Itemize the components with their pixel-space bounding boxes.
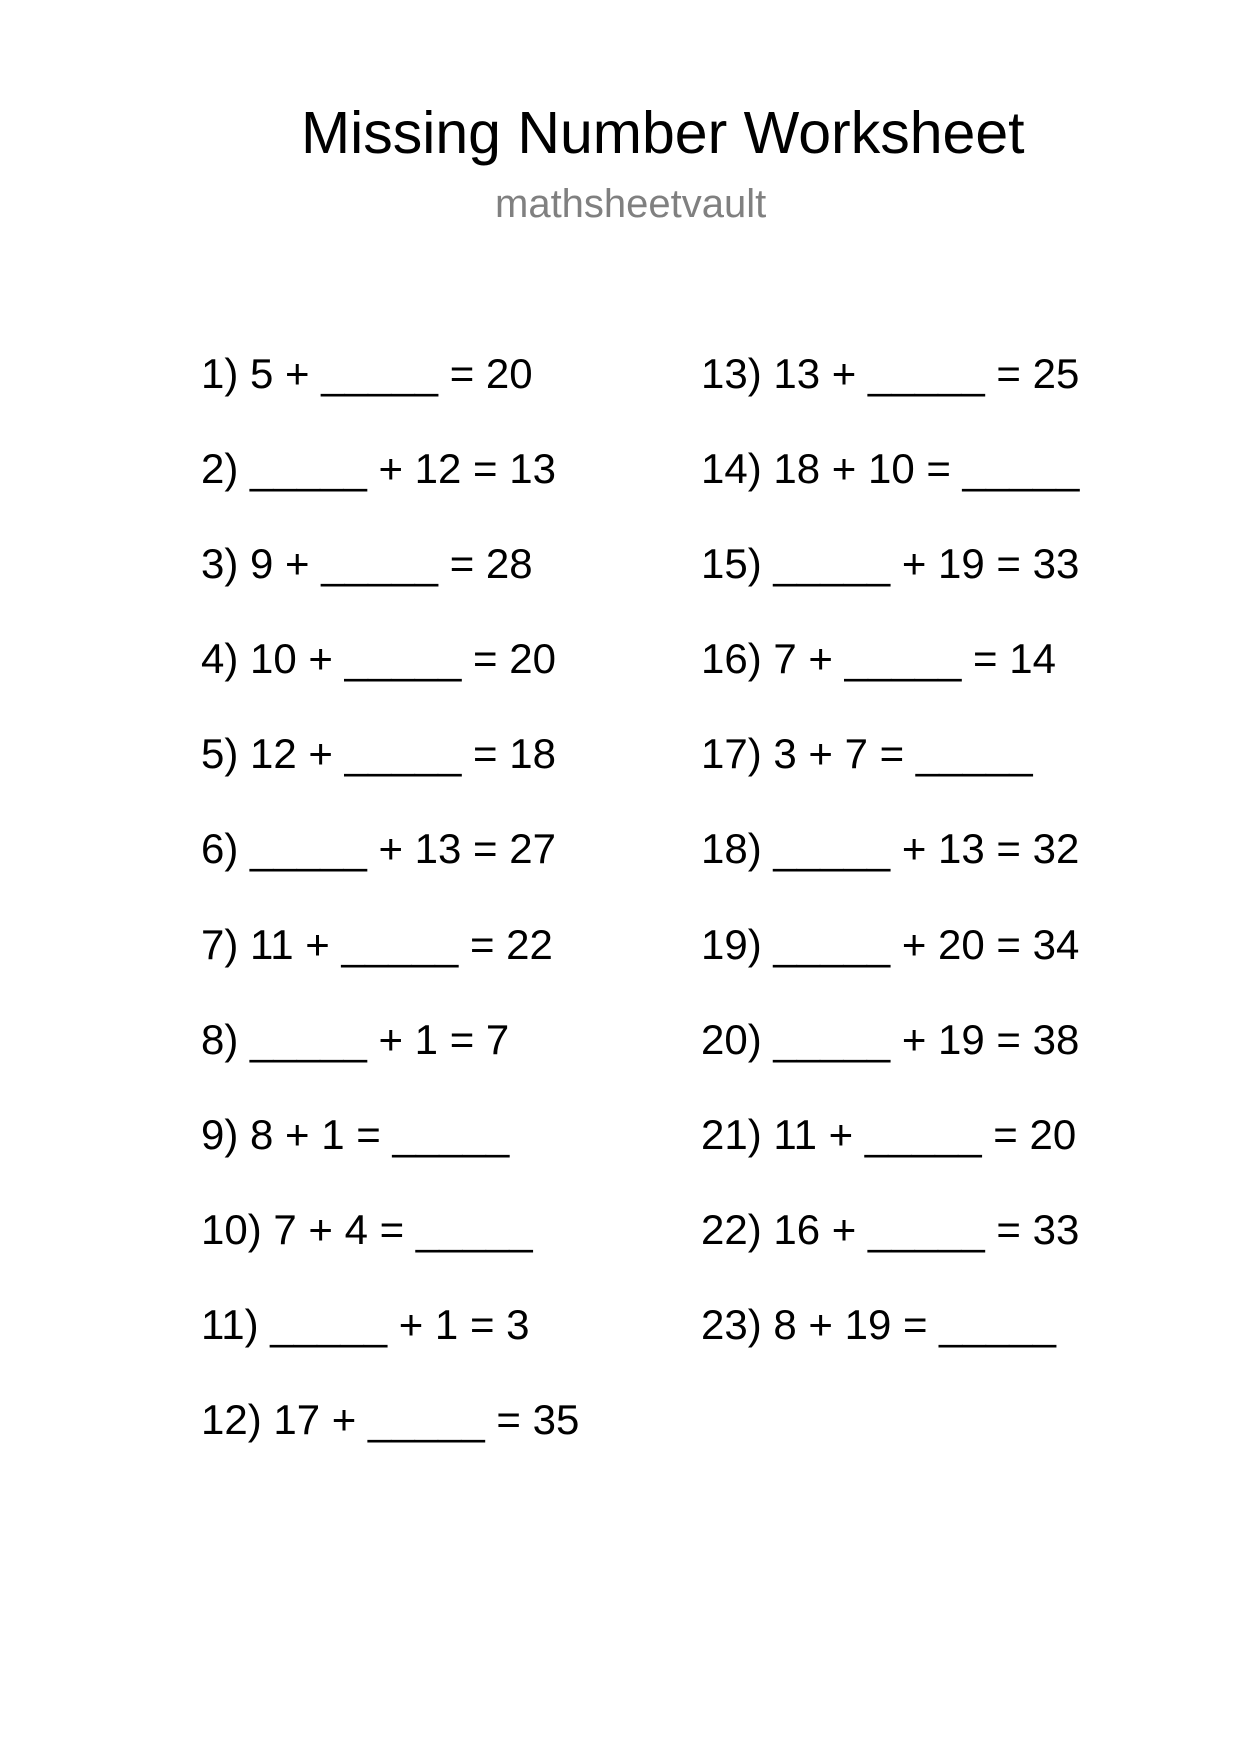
problem-1: 1) 5 + _____ = 20 [201,350,533,397]
problem-13: 13) 13 + _____ = 25 [701,350,1080,397]
problem-7: 7) 11 + _____ = 22 [201,920,553,968]
problem-2: 2) _____ + 12 = 13 [201,445,556,493]
problem-21: 21) 11 + _____ = 20 [701,1110,1077,1158]
worksheet-subtitle: mathsheetvault [495,182,767,226]
problem-22: 22) 16 + _____ = 33 [701,1205,1080,1253]
problem-18: 18) _____ + 13 = 32 [701,825,1080,873]
problem-12: 12) 17 + _____ = 35 [201,1396,580,1444]
problem-column-right [701,349,1079,1395]
problem-column-left [201,349,579,1490]
problem-4: 4) 10 + _____ = 20 [201,635,556,683]
problem-9: 9) 8 + 1 = _____ [201,1110,510,1158]
problem-3: 3) 9 + _____ = 28 [201,540,533,588]
worksheet-title: Missing Number Worksheet [301,100,1025,166]
problem-20: 20) _____ + 19 = 38 [701,1015,1080,1063]
problem-16: 16) 7 + _____ = 14 [701,635,1056,683]
problem-23: 23) 8 + 19 = _____ [701,1300,1056,1348]
problem-14: 14) 18 + 10 = _____ [701,445,1080,493]
problem-6: 6) _____ + 13 = 27 [201,825,556,873]
problem-19: 19) _____ + 20 = 34 [701,920,1080,968]
problem-11: 11) _____ + 1 = 3 [201,1300,530,1348]
problem-8: 8) _____ + 1 = 7 [201,1015,510,1063]
problem-17: 17) 3 + 7 = _____ [701,730,1033,778]
problem-5: 5) 12 + _____ = 18 [201,730,556,778]
problem-15: 15) _____ + 19 = 33 [701,540,1080,588]
problem-10: 10) 7 + 4 = _____ [201,1205,533,1253]
